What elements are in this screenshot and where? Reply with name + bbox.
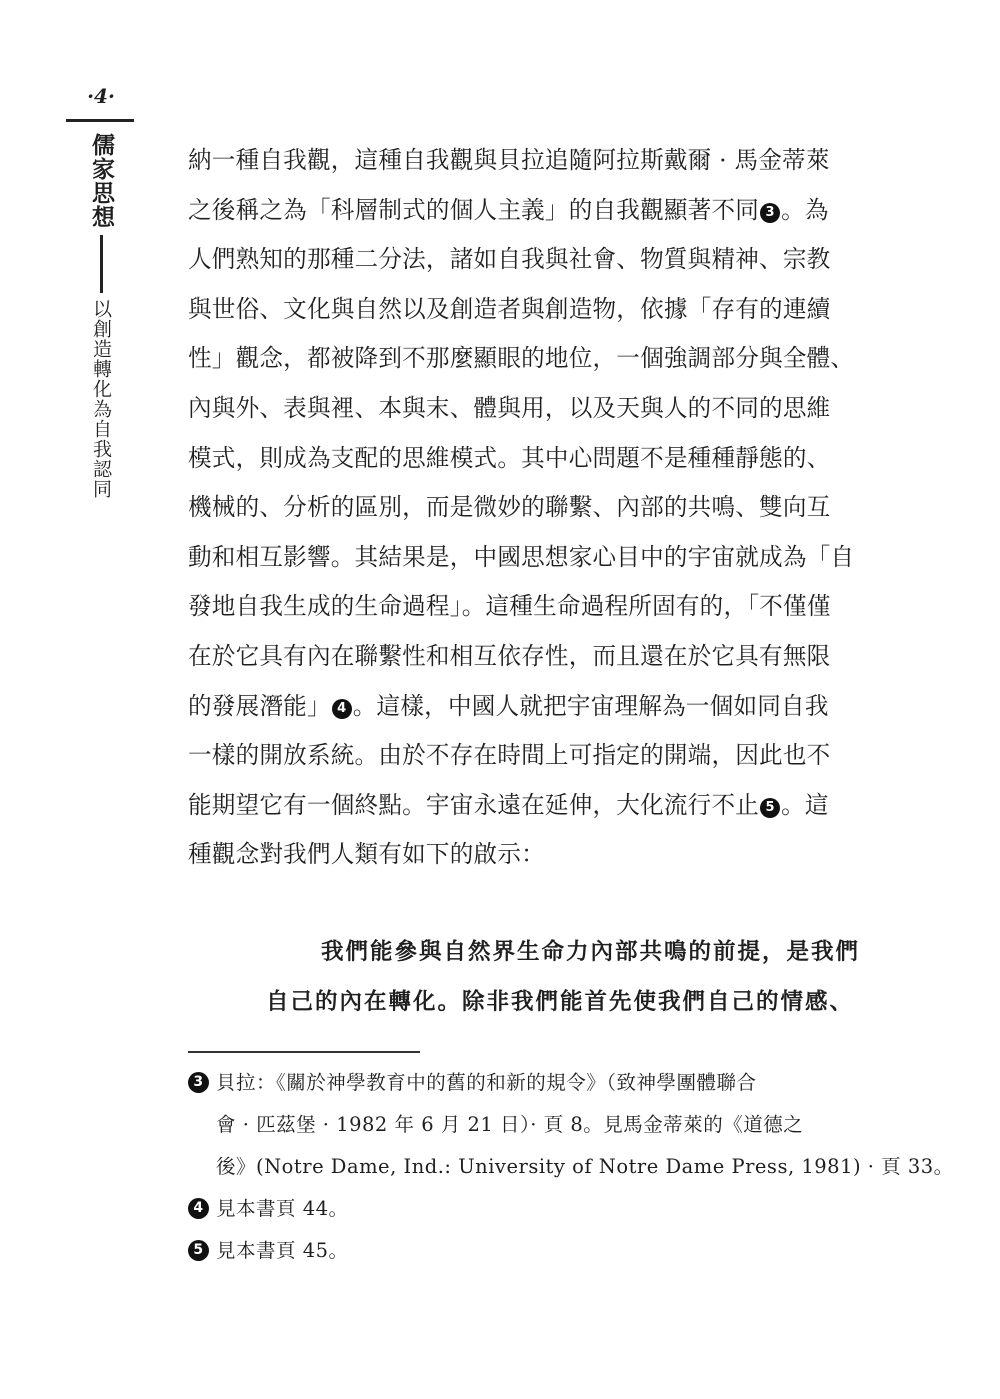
running-title — [86, 133, 116, 499]
body-text-segment: 內與外、表與裡、本與末、體與用，以及天與人的不同的思維 — [188, 393, 831, 422]
footnote-rule — [188, 1051, 420, 1053]
header-rule — [66, 119, 134, 122]
body-line — [188, 781, 860, 831]
running-title-main: 儒家思想 — [88, 133, 115, 229]
body-line — [188, 384, 860, 434]
footnote-reference: 4 — [332, 699, 352, 719]
body-line — [188, 731, 860, 781]
body-text-segment: 能期望它有一個終點。宇宙永遠在延伸，大化流行不止 — [188, 790, 760, 819]
body-text — [188, 136, 860, 880]
body-line — [188, 830, 860, 880]
body-text-segment: 種觀念對我們人類有如下的啟示： — [188, 840, 545, 869]
footnote-reference: 5 — [760, 798, 780, 818]
footnote-line: 後》(Notre Dame, Ind.: University of Notre Dame Press, 1981) · 頁 33。 — [216, 1155, 954, 1178]
body-text-segment: 性」觀念，都被降到不那麼顯眼的地位，一個強調部分與全體、 — [188, 344, 855, 373]
footnotes — [188, 1062, 954, 1272]
quote-line: 自己的內在轉化。除非我們能首先使我們自己的情感、 — [266, 989, 855, 1015]
body-text-segment: 。為 — [781, 195, 829, 224]
quote-line: 我們能參與自然界生命力內部共鳴的前提，是我們 — [320, 939, 860, 965]
body-text-segment: 。這樣，中國人就把宇宙理解為一個如同自我 — [352, 691, 829, 720]
footnote-line: 見本書頁 44。 — [216, 1197, 349, 1220]
body-text-segment: 發地自我生成的生命過程」。這種生命過程所固有的，「不僅僅 — [188, 592, 831, 621]
footnote-line: 見本書頁 45。 — [216, 1239, 349, 1262]
body-line — [188, 334, 860, 384]
body-text-segment: 納一種自我觀，這種自我觀與貝拉追隨阿拉斯戴爾 · 馬金蒂萊 — [188, 146, 830, 174]
body-line — [188, 682, 860, 732]
block-quote — [188, 927, 860, 1027]
body-line — [188, 186, 860, 236]
body-line — [188, 483, 860, 533]
page-number: ·4· — [87, 84, 115, 108]
body-line — [188, 136, 860, 186]
body-line — [188, 632, 860, 682]
footnote-marker: 5 — [188, 1240, 209, 1261]
footnote — [188, 1062, 954, 1188]
footnote — [188, 1230, 860, 1272]
running-title-sub: 以創造轉化為自我認同 — [90, 299, 112, 499]
footnote — [188, 1188, 860, 1230]
body-text-segment: 動和相互影響。其結果是，中國思想家心目中的宇宙就成為「自 — [188, 542, 855, 571]
body-line — [188, 582, 860, 632]
body-text-segment: 模式，則成為支配的思維模式。其中心問題不是種種靜態的、 — [188, 443, 831, 472]
body-text-segment: 之後稱之為「科層制式的個人主義」的自我觀顯著不同 — [188, 195, 760, 224]
footnote-reference: 3 — [760, 203, 780, 223]
footnote-marker: 3 — [188, 1072, 209, 1093]
footnote-marker: 4 — [188, 1198, 209, 1219]
body-line — [188, 235, 860, 285]
body-text-segment: 機械的、分析的區別，而是微妙的聯繫、內部的共鳴、雙向互 — [188, 493, 831, 522]
body-text-segment: 人們熟知的那種二分法，諸如自我與社會、物質與精神、宗教 — [188, 245, 831, 274]
running-title-dash — [100, 235, 103, 293]
body-line — [188, 285, 860, 335]
footnote-line: 貝拉：《關於神學教育中的舊的和新的規令》（致神學團體聯合 — [216, 1071, 757, 1094]
body-text-segment: 在於它具有內在聯繫性和相互依存性，而且還在於它具有無限 — [188, 641, 831, 670]
body-text-segment: 的發展潛能」 — [188, 691, 331, 720]
body-text-segment: 與世俗、文化與自然以及創造者與創造物，依據「存有的連續 — [188, 294, 831, 323]
body-text-segment: 。這 — [781, 790, 829, 819]
body-line — [188, 533, 860, 583]
body-line — [188, 434, 860, 484]
body-text-segment: 一樣的開放系統。由於不存在時間上可指定的開端，因此也不 — [188, 741, 831, 770]
footnote-line: 會 · 匹茲堡 · 1982 年 6 月 21 日）· 頁 8。見馬金蒂萊的《道德之 — [216, 1113, 804, 1136]
